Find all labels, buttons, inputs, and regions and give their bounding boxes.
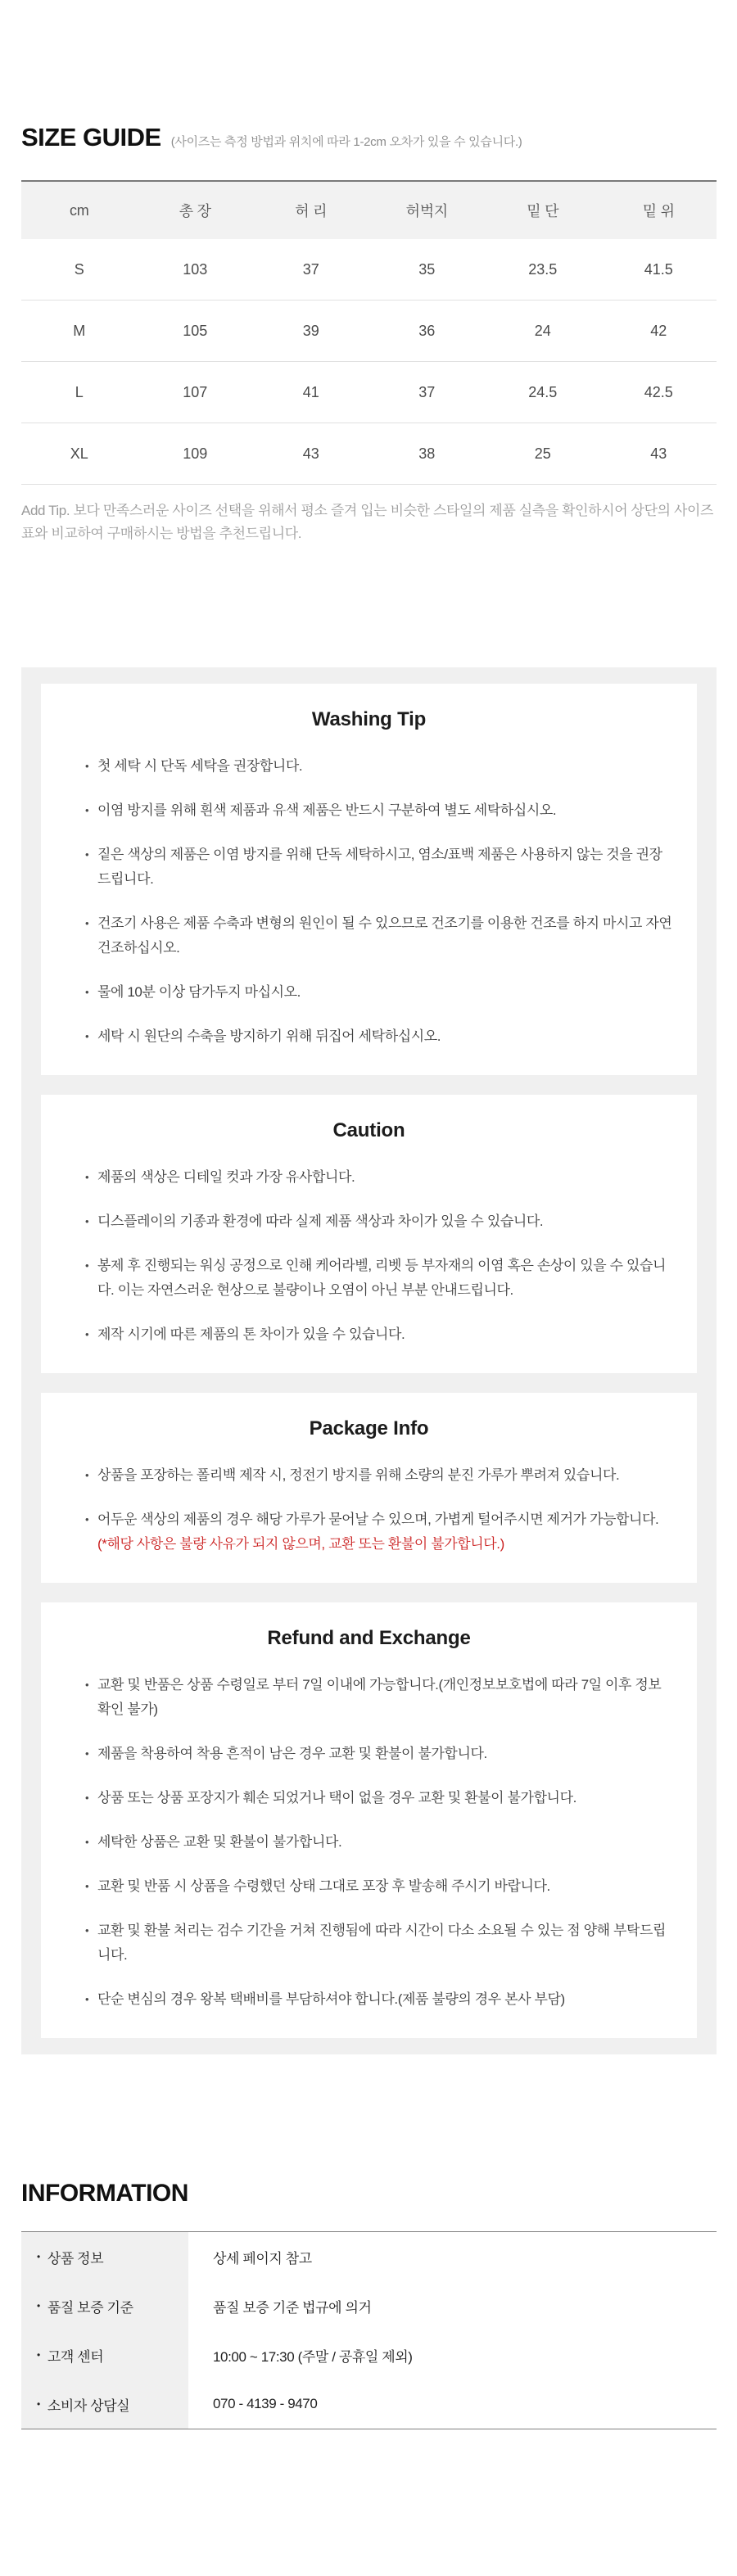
- information-label-text: 소비자 상담실: [47, 2397, 130, 2414]
- measurement-cell: 109: [138, 423, 254, 485]
- notice-bullet-text: 제품을 착용하여 착용 흔적이 남은 경우 교환 및 환불이 불가합니다.: [97, 1746, 487, 1761]
- notice-bullet-item: [85, 1209, 672, 1234]
- notice-bullet-item: [85, 798, 672, 823]
- notice-bullet-item: [85, 911, 672, 960]
- add-tip-text: Add Tip. 보다 만족스러운 사이즈 선택을 위해서 평소 즐겨 입는 비슷한 스타일의 제품 실측을 확인하시어 상단의 사이즈 표와 비교하여 구매하시는 방법을 추천드립니다.: [21, 503, 714, 541]
- measurement-cell: 24.5: [485, 362, 601, 423]
- information-label-text: 품질 보증 기준: [47, 2299, 133, 2316]
- information-label-text: 상품 정보: [47, 2250, 104, 2266]
- measurement-cell: 24: [485, 301, 601, 362]
- notice-bullet-text: 세탁 시 원단의 수축을 방지하기 위해 뒤집어 세탁하십시오.: [97, 1028, 441, 1044]
- notice-bullet-item: [85, 1024, 672, 1049]
- information-label: [21, 2379, 188, 2429]
- size-table-unit-header: cm: [21, 181, 138, 239]
- notice-bullet-item: [85, 1322, 672, 1347]
- notice-bullet-text: 봉제 후 진행되는 워싱 공정으로 인해 케어라벨, 리벳 등 부자재의 이염 혹은 손상이 있을 수 있습니다. 이는 자연스러운 현상으로 불량이나 오염이 아닌 부분 안내드립니다.: [97, 1258, 667, 1298]
- size-cell: XL: [21, 423, 138, 485]
- notice-card: [41, 684, 697, 1075]
- notice-card-list: [85, 1463, 672, 1557]
- bullet-icon: •: [37, 2349, 40, 2361]
- notice-bullet-text: 상품 또는 상품 포장지가 훼손 되었거나 택이 없을 경우 교환 및 환불이 불가합니다.: [97, 1790, 576, 1805]
- bullet-icon: •: [37, 2398, 40, 2410]
- measurement-cell: 35: [418, 260, 436, 278]
- notice-bullet-text: 제작 시기에 따른 제품의 톤 차이가 있을 수 있습니다.: [97, 1326, 405, 1342]
- size-guide-subtitle: (사이즈는 측정 방법과 위치에 따라 1-2cm 오차가 있을 수 있습니다.): [170, 135, 522, 149]
- notice-card-list: [85, 1165, 672, 1347]
- notice-bullet-text: 짙은 색상의 제품은 이염 방지를 위해 단독 세탁하시고, 염소/표백 제품은 사용하지 않는 것을 권장 드립니다.: [97, 847, 662, 887]
- notice-bullet-text: 교환 및 환불 처리는 검수 기간을 거쳐 진행됨에 따라 시간이 다소 소요될 수 있는 점 양해 부탁드립니다.: [97, 1923, 667, 1963]
- measurement-cell: 43: [253, 423, 369, 485]
- information-row: [21, 2281, 717, 2330]
- notice-bullet-item: [85, 843, 672, 892]
- red-disclaimer-text: (*해당 사항은 불량 사유가 되지 않으며, 교환 또는 환불이 불가합니다.): [97, 1536, 504, 1552]
- notice-bullet-text: 디스플레이의 기종과 환경에 따라 실제 제품 색상과 차이가 있을 수 있습니다.: [97, 1213, 544, 1229]
- size-table-row: [21, 362, 717, 423]
- notice-card: [41, 1602, 697, 2038]
- notice-bullet-text: 교환 및 반품 시 상품을 수령했던 상태 그대로 포장 후 발송해 주시기 바랍니다.: [97, 1878, 550, 1894]
- information-table: [21, 2231, 717, 2429]
- measurement-cell: 37: [369, 362, 486, 423]
- size-table-row: [21, 239, 717, 301]
- size-table-column-header: 허벅지: [369, 181, 486, 239]
- notice-bullet-item: [85, 1254, 672, 1303]
- notice-bullet-item: [85, 754, 672, 779]
- measurement-cell: 41: [253, 362, 369, 423]
- information-value: 10:00 ~ 17:30 (주말 / 공휴일 제외): [213, 2348, 413, 2365]
- notice-bullet-item: [85, 1673, 672, 1722]
- notice-bullet-item: [85, 1786, 672, 1810]
- measurement-cell: 37: [302, 260, 319, 278]
- notice-bullet-item: [85, 1463, 672, 1488]
- information-label-text: 고객 센터: [47, 2348, 104, 2365]
- notice-section: [21, 667, 717, 2054]
- size-table-body: [21, 239, 717, 485]
- measurement-cell: 42.5: [601, 362, 717, 423]
- information-title: INFORMATION: [21, 2180, 188, 2207]
- notice-bullet-item: [85, 1987, 672, 2012]
- size-table-header-row: [21, 181, 717, 239]
- information-row: [21, 2232, 717, 2281]
- size-cell: S: [74, 260, 84, 278]
- notice-bullet-text: 어두운 색상의 제품의 경우 해당 가루가 묻어날 수 있으며, 가볍게 털어주시면 제거가 가능합니다.: [97, 1512, 659, 1527]
- size-cell: M: [21, 301, 138, 362]
- notice-bullet-item: [85, 1830, 672, 1855]
- measurement-cell: 43: [601, 423, 717, 485]
- notice-card-list: [85, 754, 672, 1049]
- measurement-cell: 23.5: [528, 260, 558, 278]
- notice-card-title: Caution: [332, 1119, 405, 1141]
- notice-card-list: [85, 1673, 672, 2012]
- information-row: [21, 2379, 717, 2429]
- size-table-column-header: 허 리: [253, 181, 369, 239]
- notice-bullet-text: 이염 방지를 위해 흰색 제품과 유색 제품은 반드시 구분하여 별도 세탁하십시오.: [97, 802, 557, 818]
- bullet-icon: •: [37, 2251, 40, 2262]
- notice-bullet-item: [85, 1742, 672, 1766]
- measurement-cell: 38: [369, 423, 486, 485]
- notice-bullet-item: [85, 1165, 672, 1190]
- information-value: 품질 보증 기준 법규에 의거: [213, 2299, 372, 2316]
- notice-bullet-item: [85, 1918, 672, 1968]
- notice-bullet-text: 상품을 포장하는 폴리백 제작 시, 정전기 방지를 위해 소량의 분진 가루가 뿌려져 있습니다.: [97, 1467, 620, 1483]
- notice-card-title: Washing Tip: [311, 708, 427, 730]
- information-label: [21, 2281, 188, 2330]
- information-row: [21, 2330, 717, 2379]
- size-table-header: [21, 181, 717, 239]
- bullet-icon: •: [37, 2300, 40, 2312]
- size-table-column-header: 밑 단: [485, 181, 601, 239]
- size-guide-header: [21, 0, 717, 154]
- size-guide-title: SIZE GUIDE: [21, 123, 161, 151]
- measurement-cell: 25: [485, 423, 601, 485]
- measurement-cell: 105: [138, 301, 254, 362]
- notice-bullet-text: 제품의 색상은 디테일 컷과 가장 유사합니다.: [97, 1169, 355, 1185]
- measurement-cell: 41.5: [644, 260, 673, 278]
- size-table-row: [21, 423, 717, 485]
- notice-bullet-item: [85, 1874, 672, 1899]
- notice-bullet-item: [85, 980, 672, 1005]
- notice-bullet-text: 첫 세탁 시 단독 세탁을 권장합니다.: [97, 758, 303, 774]
- notice-card: [41, 1393, 697, 1583]
- size-table: [21, 180, 717, 485]
- notice-bullet-text: 건조기 사용은 제품 수축과 변형의 원인이 될 수 있으므로 건조기를 이용한 건조를 하지 마시고 자연 건조하십시오.: [97, 915, 672, 956]
- notice-card: [41, 1095, 697, 1373]
- measurement-cell: 103: [183, 260, 208, 278]
- notice-card-title: Refund and Exchange: [267, 1627, 471, 1649]
- measurement-cell: 39: [253, 301, 369, 362]
- notice-bullet-text: 물에 10분 이상 담가두지 마십시오.: [97, 984, 301, 1000]
- size-table-column-header: 밑 위: [601, 181, 717, 239]
- measurement-cell: 42: [601, 301, 717, 362]
- notice-bullet-text: 교환 및 반품은 상품 수령일로 부터 7일 이내에 가능합니다.(개인정보보호법에 따라 7일 이후 정보 확인 불가): [97, 1677, 662, 1717]
- information-value: 상세 페이지 참고: [213, 2250, 312, 2266]
- notice-bullet-text: 세탁한 상품은 교환 및 환불이 불가합니다.: [97, 1834, 342, 1850]
- information-value: 070 - 4139 - 9470: [213, 2396, 318, 2411]
- size-cell: L: [21, 362, 138, 423]
- notice-card-title: Package Info: [309, 1417, 429, 1439]
- size-table-row: [21, 301, 717, 362]
- measurement-cell: 36: [369, 301, 486, 362]
- notice-bullet-item: [85, 1507, 672, 1557]
- information-label: [21, 2330, 188, 2379]
- size-table-column-header: 총 장: [138, 181, 254, 239]
- measurement-cell: 107: [138, 362, 254, 423]
- information-label: [21, 2232, 188, 2281]
- notice-bullet-text: 단순 변심의 경우 왕복 택배비를 부담하셔야 합니다.(제품 불량의 경우 본사 부담): [97, 1991, 565, 2007]
